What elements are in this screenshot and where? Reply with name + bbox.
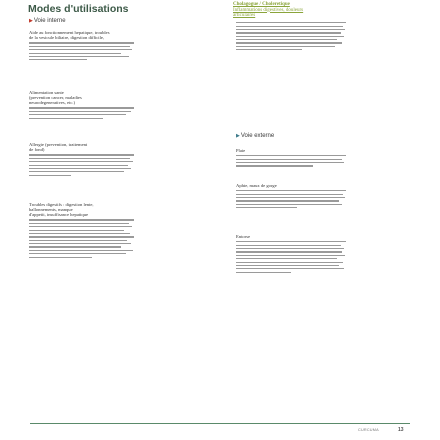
bottom-rule (30, 423, 410, 424)
subhead-voie-externe (236, 133, 274, 139)
section-title: Modes d'utilisations (28, 3, 129, 15)
illegible-text-lines (236, 155, 346, 166)
subhead-label: Voie interne (33, 18, 66, 24)
triangle-bullet-icon: ▶ (29, 18, 33, 24)
column-header-line: Inflammations digestives, douleurs (233, 7, 304, 13)
block-heading-line: Aide au fonctionnement hepatique, troubles (29, 30, 110, 35)
text-block (29, 202, 134, 260)
illegible-text-lines (236, 241, 346, 273)
column-header-line: articulaires (233, 13, 256, 18)
page-number: 13 (398, 427, 404, 433)
illegible-text-lines (236, 190, 346, 208)
text-block (29, 30, 134, 63)
block-heading-line: d'appetit, insuffisance hepatique (29, 212, 89, 218)
text-block (236, 234, 346, 275)
block-heading-line: Entorse (236, 234, 251, 239)
block-heading-line: (prevention cancer, maladies (29, 95, 82, 101)
block-heading-line: Troubles digestifs : digestion lente, (29, 202, 94, 207)
column-header-line: Cholagogue / Choleretique (233, 2, 290, 7)
subhead-voie-interne (29, 18, 66, 24)
illegible-text-lines (29, 42, 134, 60)
text-block (29, 90, 134, 121)
block-heading-line: Allergie (prevention, traitement (29, 142, 88, 147)
subhead-label: Voie externe (240, 133, 275, 139)
footer-running-title: CURCUMA (358, 428, 379, 432)
text-block (236, 20, 346, 53)
block-heading-line: neurodegeneratives, etc.) (29, 100, 76, 106)
column-header-right (233, 2, 373, 19)
illegible-text-lines (236, 22, 346, 50)
text-block (236, 183, 346, 211)
block-heading-line: Aphte, maux de gorge (236, 183, 277, 188)
text-block (29, 142, 134, 178)
block-heading-line: de fond) (29, 147, 45, 153)
text-block (236, 148, 346, 169)
block-heading-line: Plaie (236, 148, 246, 153)
illegible-text-lines (29, 154, 134, 175)
illegible-text-lines (29, 219, 134, 257)
block-heading-line: Alimentation sante (29, 90, 64, 95)
block-heading-line: de la vesicule biliaire, digestion difficile, (29, 35, 105, 41)
illegible-text-lines (29, 107, 134, 118)
triangle-bullet-icon: ▶ (236, 133, 240, 139)
block-heading-line: ballonnements, manque (29, 207, 73, 213)
